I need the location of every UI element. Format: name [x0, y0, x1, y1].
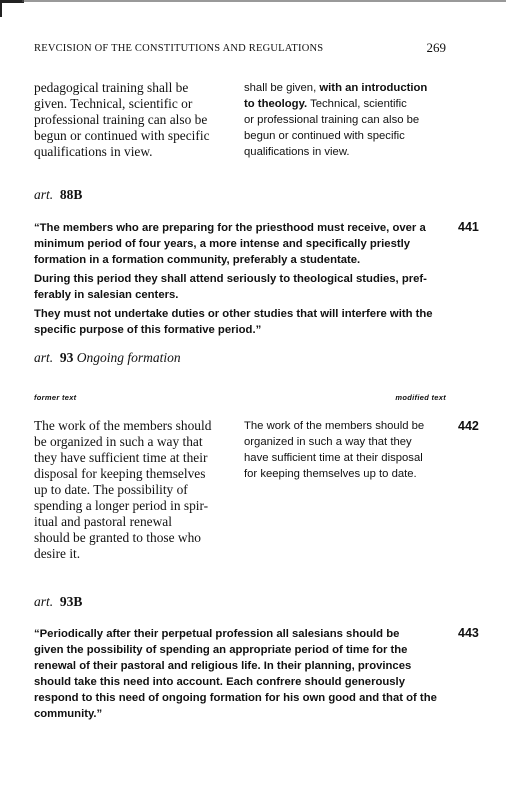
inserted-text: to theology.	[244, 98, 308, 110]
article-number: 93B	[59, 594, 83, 609]
text-line: or professional training can also be	[244, 114, 420, 126]
margin-number-442: 442	[458, 419, 479, 433]
text-line: respond to this need of ongoing formation for his own good and that of the	[34, 692, 437, 704]
article-88b-text	[34, 220, 452, 338]
text-line: given the possibility of spending an appropriate period of time for the	[34, 644, 408, 656]
modified-text-continued	[244, 80, 454, 160]
article-number: 93	[59, 350, 74, 365]
article-heading-88b	[34, 187, 82, 203]
modified-text-93	[244, 418, 454, 482]
text-line: formation in a formation community, preferably a studentate.	[34, 254, 361, 266]
text-line: minimum period of four years, a more intense and specifically priestly	[34, 238, 411, 250]
article-heading-93b	[34, 594, 82, 610]
text-line: have sufficient time at their disposal	[244, 452, 423, 464]
text-line: “Periodically after their perpetual profession all salesians should be	[34, 628, 400, 640]
text-line: renewal of their pastoral and religious life. In their planning, provinces	[34, 660, 412, 672]
text-line: up to date. The possibility of	[34, 482, 188, 497]
text-line: should take this need into account. Each confrere should generously	[34, 676, 405, 688]
article-93b-text	[34, 626, 452, 722]
former-text-93	[34, 418, 239, 562]
text-line: given. Technical, scientific or	[34, 96, 193, 111]
text-run: shall be given,	[244, 82, 320, 94]
modified-text-label: modified text	[395, 393, 446, 402]
margin-number-441: 441	[458, 220, 479, 234]
running-header: REVCISION OF THE CONSTITUTIONS AND REGULATIONS	[34, 43, 324, 54]
former-text-label: former text	[34, 393, 77, 402]
text-line: ferably in salesian centers.	[34, 289, 179, 301]
art-label: art.	[34, 350, 54, 365]
text-line: begun or continued with specific	[34, 128, 210, 143]
text-line: “The members who are preparing for the priesthood must receive, over a	[34, 222, 426, 234]
text-line: organized in such a way that they	[244, 436, 412, 448]
text-line	[244, 80, 454, 96]
text-line: begun or continued with specific	[244, 130, 405, 142]
text-line: They must not undertake duties or other studies that will interfere with the	[34, 308, 433, 320]
text-line: should be granted to those who	[34, 530, 201, 545]
text-line: pedagogical training shall be	[34, 80, 189, 95]
text-line: specific purpose of this formative period.”	[34, 324, 262, 336]
article-heading-93	[34, 350, 181, 366]
text-line: spending a longer period in spir-	[34, 498, 209, 513]
text-line: During this period they shall attend seriously to theological studies, pref-	[34, 273, 427, 285]
article-number: 88B	[59, 187, 83, 202]
text-line: The work of the members should be	[244, 420, 425, 432]
text-line: for keeping themselves up to date.	[244, 468, 417, 480]
text-line: they have sufficient time at their	[34, 450, 208, 465]
text-line: The work of the members should	[34, 418, 212, 433]
text-line: qualifications in view.	[244, 146, 350, 158]
scan-edge-mark	[0, 0, 24, 17]
text-line: disposal for keeping themselves	[34, 466, 206, 481]
text-run: Technical, scientific	[307, 98, 407, 110]
text-line	[244, 96, 454, 112]
text-line: community.”	[34, 708, 103, 720]
former-text-continued	[34, 80, 234, 160]
inserted-text: with an introduction	[319, 82, 428, 94]
text-line: qualifications in view.	[34, 144, 153, 159]
art-label: art.	[34, 187, 54, 202]
margin-number-443: 443	[458, 626, 479, 640]
scan-top-line	[22, 0, 506, 2]
text-line: itual and pastoral renewal	[34, 514, 172, 529]
text-line: professional training can also be	[34, 112, 208, 127]
text-line: desire it.	[34, 546, 81, 561]
art-label: art.	[34, 594, 54, 609]
article-title: Ongoing formation	[76, 350, 181, 365]
text-line: be organized in such a way that	[34, 434, 203, 449]
page-number: 269	[426, 40, 446, 55]
